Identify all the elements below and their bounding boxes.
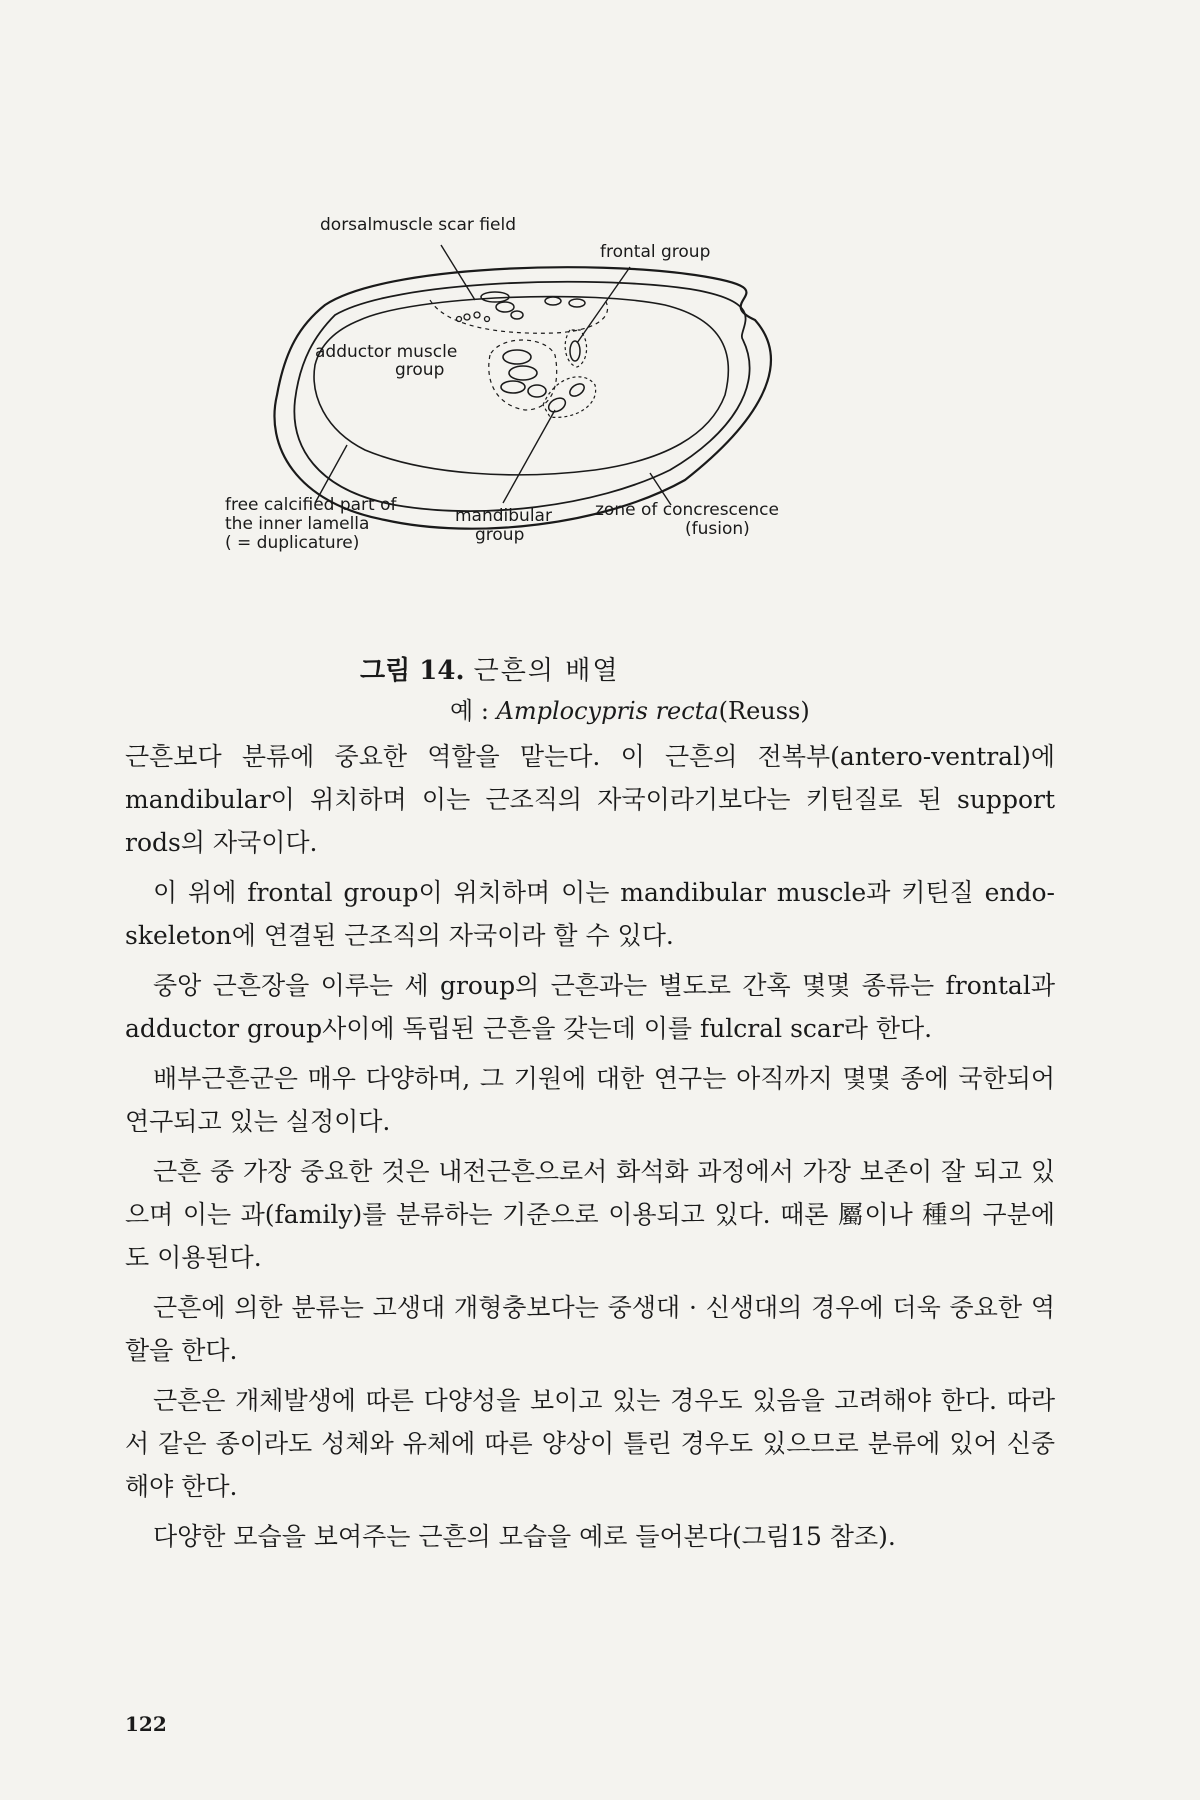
caption-title-line	[360, 650, 960, 687]
dorsal-scar	[474, 312, 480, 318]
body-text	[125, 735, 1055, 1565]
dorsal-scar	[569, 299, 585, 307]
paragraph: 배부근흔군은 매우 다양하며, 그 기원에 대한 연구는 아직까지 몇몇 종에 국한되어 연구되고 있는 실정이다.	[125, 1064, 1055, 1136]
label-zone-line1: zone of concrescence	[595, 500, 779, 520]
caption-title: 근흔의 배열	[473, 656, 620, 686]
adductor-scar	[528, 385, 546, 397]
caption-number: 그림 14.	[360, 656, 465, 686]
mandibular-leader-line	[503, 410, 555, 503]
label-free-part-line1: free calcified part of	[225, 495, 397, 515]
caption-species: Amplocypris recta	[496, 697, 719, 725]
caption-example-prefix: 예 :	[450, 697, 497, 725]
dorsal-scar	[496, 302, 514, 312]
dorsal-scar	[457, 317, 462, 322]
paragraph: 중앙 근흔장을 이루는 세 group의 근흔과는 별도로 간혹 몇몇 종류는 frontal과 adductor group사이에 독립된 근흔을 갖는데 이를 fulcral scar라 한다.	[125, 971, 1055, 1043]
caption-example-line	[450, 691, 960, 726]
outer-shell-outline	[274, 267, 770, 528]
label-zone-line2: (fusion)	[685, 519, 750, 539]
paragraph: 다양한 모습을 보여주는 근흔의 모습을 예로 들어본다(그림15 참조).	[153, 1522, 896, 1551]
dorsal-dashed-field	[430, 300, 608, 333]
muscle-scar-figure	[225, 215, 915, 645]
mandibular-scar	[546, 395, 568, 414]
inner-outline	[314, 297, 728, 475]
dorsal-scar	[485, 317, 490, 322]
paragraph: 이 위에 frontal group이 위치하며 이는 mandibular muscle과 키틴질 endo-skeleton에 연결된 근조직의 자국이라 할 수 있다.	[125, 878, 1055, 950]
adductor-scar	[501, 381, 525, 393]
paragraph: 근흔보다 분류에 중요한 역할을 맡는다. 이 근흔의 전복부(antero-ventral)에 mandibular이 위치하며 이는 근조직의 자국이라기보다는 키틴질로 된 support rods의 자국이다.	[125, 742, 1055, 857]
label-mandibular-line1: mandibular	[455, 506, 552, 526]
frontal-scar	[570, 341, 580, 361]
label-free-part-line3: ( = duplicature)	[225, 533, 360, 553]
mandibular-scar	[568, 381, 587, 398]
label-dorsal-scar-field: dorsalmuscle scar field	[320, 215, 516, 235]
dorsal-scar	[464, 314, 470, 320]
label-adductor-line2: group	[395, 360, 445, 380]
adductor-scar	[503, 350, 531, 364]
label-free-part-line2: the inner lamella	[225, 514, 370, 534]
label-frontal-group: frontal group	[600, 242, 711, 262]
paragraph: 근흔에 의한 분류는 고생대 개형충보다는 중생대 · 신생대의 경우에 더욱 중요한 역할을 한다.	[125, 1293, 1055, 1365]
page-number: 122	[125, 1712, 167, 1736]
dorsal-scar	[511, 311, 523, 319]
paragraph: 근흔은 개체발생에 따른 다양성을 보이고 있는 경우도 있음을 고려해야 한다. 따라서 같은 종이라도 성체와 유체에 따른 양상이 틀린 경우도 있으므로 분류에 있어 신중해야 한다.	[125, 1386, 1055, 1501]
dorsal-scar	[545, 297, 561, 305]
label-adductor-line1: adductor muscle	[315, 342, 458, 362]
label-mandibular-line2: group	[475, 525, 525, 545]
caption-author: (Reuss)	[718, 697, 810, 725]
muscle-scar-diagram	[225, 215, 915, 645]
adductor-scar	[509, 366, 537, 380]
paragraph: 근흔 중 가장 중요한 것은 내전근흔으로서 화석화 과정에서 가장 보존이 잘 되고 있으며 이는 과(family)를 분류하는 기준으로 이용되고 있다. 때론 屬이나 種의 구분에도 이용된다.	[125, 1157, 1055, 1272]
figure-caption	[360, 650, 960, 726]
